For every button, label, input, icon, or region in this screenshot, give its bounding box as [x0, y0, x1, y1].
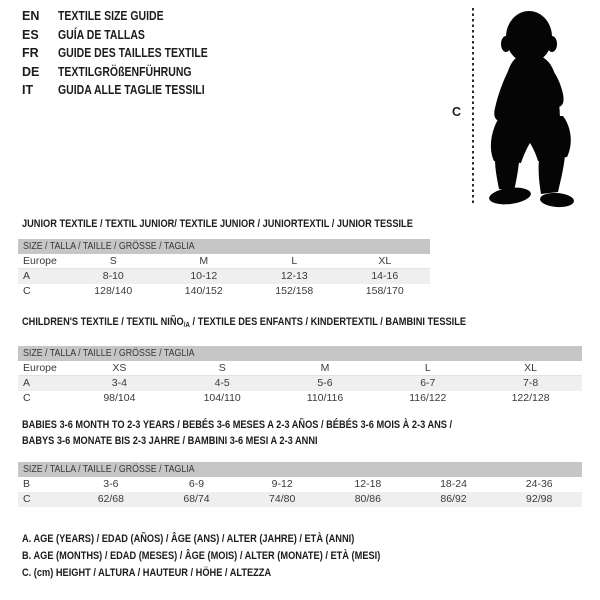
- table-cell: 62/68: [97, 493, 124, 505]
- baby-silhouette-icon: [484, 4, 596, 208]
- children-title-sub: /A: [183, 320, 190, 329]
- babies-title-line1: BABIES 3-6 MONTH TO 2-3 YEARS / BEBÉS 3-6 MESES A 2-3 AÑOS / BÉBÉS 3-6 MOIS À 2-3 ANS /: [22, 419, 453, 431]
- table-cell: 7-8: [522, 377, 539, 389]
- babies-size-table: [18, 462, 582, 507]
- junior-section-title: [22, 218, 487, 230]
- table-cell: 104/110: [203, 392, 241, 404]
- note-age-years: [22, 531, 449, 548]
- table-row: [18, 492, 582, 507]
- table-cell: 68/74: [183, 493, 210, 505]
- note-age-months-text: B. AGE (MONTHS) / EDAD (MESES) / ÂGE (MOIS) / ALTER (MONATE) / ETÀ (MESI): [22, 550, 381, 562]
- table-header-bar: [18, 462, 582, 477]
- table-cell: 110/116: [306, 392, 344, 404]
- table-cell: 128/140: [94, 285, 133, 297]
- table-cell: M: [320, 362, 330, 374]
- children-section-title: [22, 316, 551, 329]
- language-title: GUIDE DES TAILLES TEXTILE: [58, 46, 208, 61]
- babies-section-title: [22, 419, 534, 451]
- table-cell: S: [109, 255, 117, 267]
- children-size-table: [18, 346, 582, 406]
- language-code: FR: [22, 46, 39, 61]
- junior-section-title-text: JUNIOR TEXTILE / TEXTIL JUNIOR/ TEXTILE JUNIOR / JUNIORTEXTIL / JUNIOR TESSILE: [22, 218, 413, 230]
- table-cell: XL: [378, 255, 392, 267]
- table-cell: 4-5: [214, 377, 230, 389]
- table-header-text: SIZE / TALLA / TAILLE / GRÖSSE / TAGLIA: [23, 240, 195, 252]
- language-code: DE: [22, 64, 40, 79]
- note-age-years-text: A. AGE (YEARS) / EDAD (AÑOS) / ÂGE (ANS) / ALTER (JAHRE) / ETÀ (ANNI): [22, 533, 355, 545]
- children-title-post: / TEXTILE DES ENFANTS / KINDERTEXTIL / BAMBINI TESSILE: [189, 316, 467, 328]
- table-row: [18, 376, 582, 391]
- table-cell: 152/158: [275, 285, 314, 297]
- children-section-title-text: [22, 316, 466, 329]
- table-cell: 80/86: [354, 493, 381, 505]
- table-cell: 6-7: [420, 377, 436, 389]
- table-cell: 122/128: [511, 392, 550, 404]
- table-cell: 86/92: [440, 493, 467, 505]
- table-cell: XL: [524, 362, 537, 374]
- row-label: Europe: [23, 255, 57, 267]
- table-cell: 92/98: [526, 493, 553, 505]
- table-header-bar: [18, 239, 430, 254]
- note-age-months: [22, 548, 449, 565]
- table-cell: 5-6: [317, 377, 333, 389]
- table-header-text: SIZE / TALLA / TAILLE / GRÖSSE / TAGLIA: [23, 347, 195, 359]
- language-title: GUIDA ALLE TAGLIE TESSILI: [58, 83, 205, 98]
- height-measure-label: C: [452, 105, 462, 119]
- table-cell: 140/152: [184, 285, 223, 297]
- language-row: [22, 63, 236, 82]
- table-cell: 12-13: [280, 270, 308, 282]
- table-cell: 74/80: [269, 493, 296, 505]
- children-title-pre: CHILDREN'S TEXTILE / TEXTIL NIÑO: [22, 316, 184, 328]
- language-row: [22, 7, 236, 26]
- language-row: [22, 26, 236, 45]
- table-cell: 24-36: [525, 478, 553, 490]
- table-row: [18, 269, 430, 284]
- table-cell: XS: [112, 362, 127, 374]
- babies-title-line2: BABYS 3-6 MONATE BIS 2-3 JAHRE / BAMBINI 3-6 MESI A 2-3 ANNI: [22, 435, 318, 447]
- note-height-cm: [22, 565, 449, 582]
- table-cell: S: [218, 362, 226, 374]
- language-title: TEXTILGRÖßENFÜHRUNG: [58, 64, 192, 79]
- table-cell: 3-6: [103, 478, 119, 490]
- table-header-text: SIZE / TALLA / TAILLE / GRÖSSE / TAGLIA: [23, 463, 195, 475]
- table-header-bar: [18, 346, 582, 361]
- table-cell: 3-4: [111, 377, 127, 389]
- table-cell: 10-12: [190, 270, 218, 282]
- language-list: [22, 7, 236, 100]
- table-cell: 14-16: [371, 270, 399, 282]
- junior-size-table: [18, 239, 430, 299]
- table-cell: 18-24: [440, 478, 467, 490]
- note-height-cm-text: C. (cm) HEIGHT / ALTURA / HAUTEUR / HÖHE / ALTEZZA: [22, 567, 272, 579]
- table-cell: 98/104: [103, 392, 136, 404]
- footnotes: [22, 531, 449, 582]
- table-cell: 116/122: [409, 392, 447, 404]
- row-label: A: [23, 270, 31, 282]
- table-cell: 9-12: [271, 478, 293, 490]
- language-code: ES: [22, 27, 39, 42]
- table-cell: 158/170: [365, 285, 404, 297]
- table-row: [18, 477, 582, 492]
- table-row: [18, 284, 430, 299]
- table-cell: 6-9: [188, 478, 205, 490]
- table-cell: 8-10: [102, 270, 124, 282]
- language-row: [22, 81, 236, 100]
- row-label: C: [23, 285, 31, 297]
- language-title: TEXTILE SIZE GUIDE: [58, 9, 164, 24]
- height-measure-dotted-line: [472, 8, 474, 206]
- row-label: A: [23, 377, 31, 389]
- row-label: C: [23, 392, 31, 404]
- language-row: [22, 44, 236, 63]
- language-code: EN: [22, 9, 40, 24]
- table-row: [18, 254, 430, 269]
- row-label: Europe: [23, 362, 57, 374]
- row-label: B: [23, 478, 31, 490]
- row-label: C: [23, 493, 31, 505]
- table-cell: 12-18: [354, 478, 382, 490]
- language-title: GUÍA DE TALLAS: [58, 27, 145, 42]
- table-cell: L: [424, 362, 431, 374]
- language-code: IT: [22, 83, 34, 98]
- table-row: [18, 391, 582, 406]
- table-row: [18, 361, 582, 376]
- table-cell: M: [199, 255, 209, 267]
- table-cell: L: [291, 255, 298, 267]
